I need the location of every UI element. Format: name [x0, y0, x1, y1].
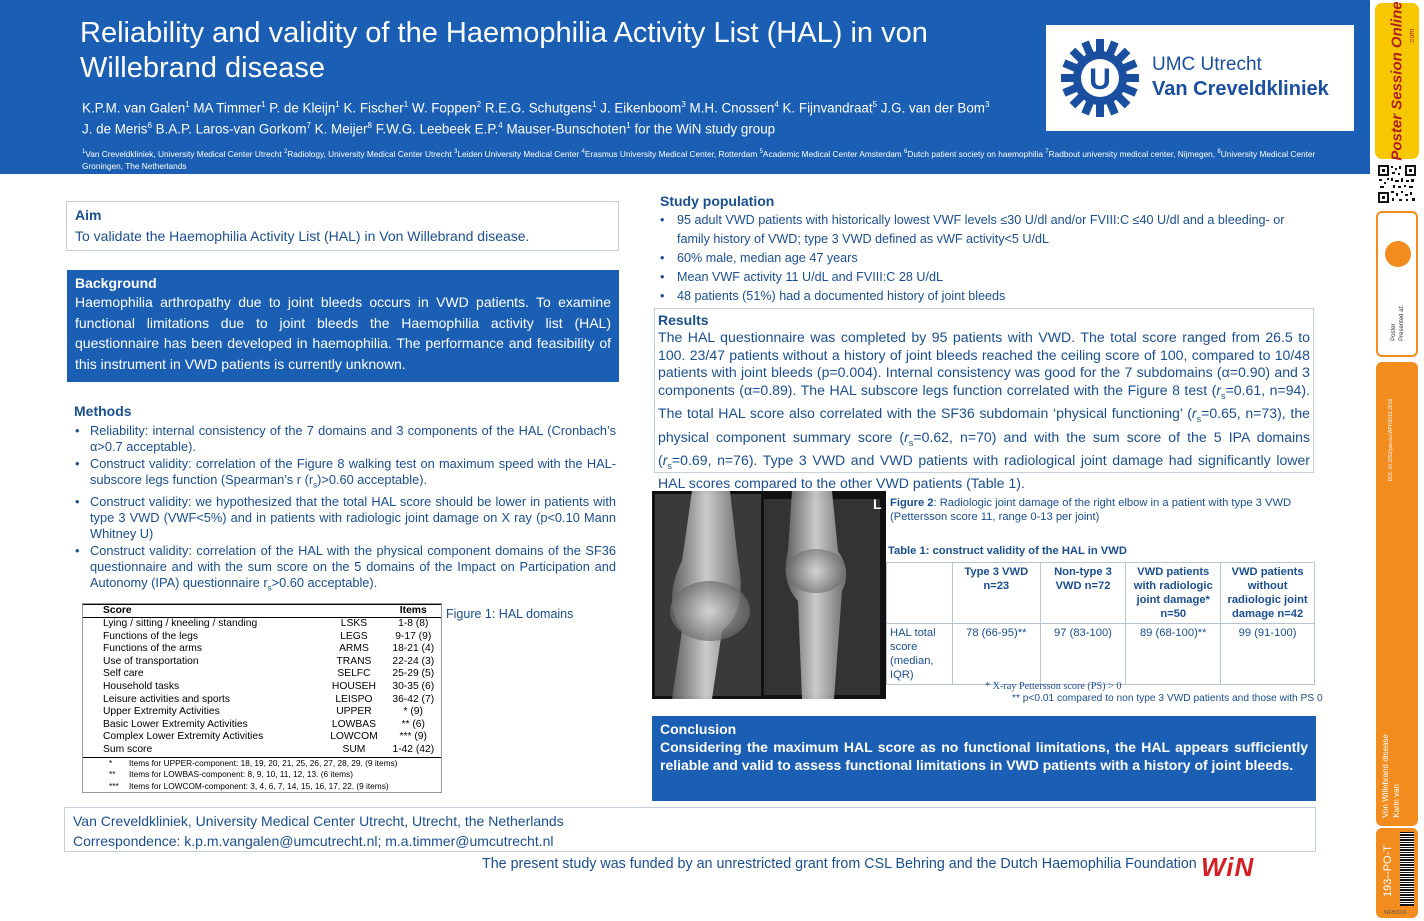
author-affiliation-mark: 1 — [261, 100, 266, 109]
table1-note-2: ** p<0.01 compared to non type 3 VWD patients and those with PS 0 — [1012, 693, 1323, 704]
authors — [82, 96, 1042, 139]
fig1-note-mark: *** — [109, 780, 119, 791]
fig1-note-text: Items for UPPER-component: 18, 19, 20, 21, 25, 26, 27, 28, 29. (9 items) — [129, 757, 398, 768]
table-row — [83, 656, 441, 669]
fig1-abbrev: ARMS — [339, 643, 369, 655]
author-name: K. Meijer — [310, 121, 368, 137]
methods-item — [74, 456, 616, 494]
figure2-caption-text: : Radiologic joint damage of the right elbow in a patient with type 3 VWD (Pettersson score 11, range 0-13 per joint) — [890, 497, 1292, 524]
fig1-items: 9-17 (9) — [395, 630, 432, 642]
subscript: s — [1196, 414, 1202, 424]
logo-text-vck: Van Creveldkliniek — [1152, 78, 1329, 100]
methods-list — [74, 423, 616, 597]
ps-brand-label: Poster Session Online — [1388, 1, 1406, 161]
table1-header-nontype3: Non-type 3 VWD n=72 — [1040, 563, 1126, 624]
affiliation-text: Radbout university medical center, Nijmegen, — [1048, 148, 1218, 159]
affiliation-mark: 3 — [454, 149, 458, 155]
table-row — [83, 694, 441, 707]
fig1-abbrev: HOUSEH — [331, 680, 376, 692]
author-affiliation-mark: 2 — [476, 100, 482, 109]
table-row — [83, 668, 441, 681]
results-text-part: =0.61, n=94). The total HAL score also correlated with the SF36 subdomain ‘physical functioning’ ( — [658, 381, 1310, 422]
table1-header-blank — [887, 563, 953, 624]
fig1-items: 18-21 (4) — [392, 643, 435, 655]
author-affiliation-mark: 3 — [681, 100, 686, 109]
author-affiliation-mark: 6 — [147, 121, 152, 131]
poster-code-small: WFH2016 — [1384, 910, 1407, 916]
study-item: • 48 patients (51%) had a documented history of joint bleeds — [660, 287, 1310, 306]
fig1-abbrev: SUM — [322, 744, 385, 757]
subscript: s — [267, 583, 272, 593]
conclusion-text: Considering the maximum HAL score as no functional limitations, the HAL appears sufficiently reliable and valid to assess functional limitations in VWD patients with a history of joint bleeds. — [660, 739, 1308, 773]
affiliation-mark: 4 — [581, 149, 585, 155]
author-name: MA Timmer — [189, 100, 262, 116]
results-text-part: =0.69, n=76). Type 3 VWD and VWD patients with radiological joint damage had significantly lower HAL scores compared to the other VWD patients (Table 1). — [658, 452, 1310, 492]
fig1-domain: Complex Lower Extremity Activities — [103, 731, 264, 743]
fig1-domain: Basic Lower Extremity Activities — [103, 718, 248, 730]
study-population-list — [660, 211, 1310, 306]
poster-session-badge[interactable] — [1375, 3, 1419, 159]
figure2-caption-label: Figure 2 — [890, 497, 934, 509]
doi-label[interactable]: DOI: 10.3252/pso.eu.WFH2016.2016 — [1388, 398, 1394, 482]
affiliation-mark: 1 — [82, 149, 86, 155]
fig1-note-mark: ** — [109, 769, 116, 780]
results-heading: Results — [658, 312, 709, 328]
table-row — [83, 618, 441, 631]
fig1-domain: Functions of the arms — [103, 643, 203, 655]
presented-line-1: Poster — [1391, 323, 1397, 341]
author-affiliation-mark: 1 — [592, 100, 597, 109]
methods-item-text: Construct validity: we hypothesized that the total HAL score should be lower in patients with type 3 VWD (VWF<5%) and in patients with radiologic joint damage on X ray (p<0.10 Mann Whitney U) — [90, 493, 616, 542]
umc-sun-icon — [1060, 38, 1140, 118]
conclusion-section — [652, 716, 1316, 801]
author-name: P. de Kleijn — [265, 100, 336, 116]
author-name: K. Fijnvandraat — [778, 100, 873, 116]
author-affiliation-mark: 1 — [335, 100, 340, 109]
authors-line-1 — [82, 96, 1042, 117]
fig1-items: 25-29 (5) — [392, 668, 435, 680]
title-line-1: Reliability and validity of the Haemophilia Activity List (HAL) in von — [80, 17, 928, 49]
fig1-header-abbrev — [322, 605, 385, 618]
author-name: W. Foppen — [408, 100, 477, 116]
background-section — [67, 270, 619, 382]
author-affiliation-mark: 5 — [872, 100, 878, 109]
table1-header-type3: Type 3 VWD n=23 — [952, 563, 1040, 624]
poster-code: 193--PO-T — [1382, 845, 1394, 897]
figure1-caption: Figure 1: HAL domains — [446, 607, 574, 621]
aim-heading: Aim — [75, 207, 102, 223]
methods-item-text: Construct validity: correlation of the Figure 8 walking test on maximum speed with the HAL-subscore legs function (Spearman’s r (r — [90, 455, 616, 487]
subscript: s — [667, 460, 672, 471]
author-name: for the WiN study group — [630, 121, 776, 137]
presented-at-box[interactable] — [1376, 211, 1418, 357]
author-affiliation-mark: 4 — [774, 100, 779, 109]
affiliation-text: Van Creveldkliniek, University Medical Center Utrecht — [85, 148, 284, 159]
aim-section — [66, 201, 619, 251]
fig1-domain: Household tasks — [103, 680, 180, 692]
logo-text-umc: UMC Utrecht — [1152, 54, 1262, 75]
xray-drawing — [652, 491, 886, 699]
fig1-domain: Functions of the legs — [103, 630, 199, 642]
hal-domains-table — [82, 603, 442, 793]
umc-utrecht-logo — [1046, 25, 1354, 131]
title-line-2: Willebrand disease — [80, 52, 326, 84]
fig1-domain: Self care — [103, 668, 144, 680]
author-affiliation-mark: 1 — [403, 100, 409, 109]
affiliation-text: Erasmus University Medical Center, Rotterdam — [584, 148, 760, 159]
author-name: J.G. van der Bom — [877, 100, 985, 116]
fig1-items: ** (6) — [401, 718, 425, 730]
affiliation-text: University Medical Center Groningen, The Netherlands — [82, 148, 1316, 171]
methods-heading: Methods — [74, 403, 132, 419]
results-text-part: =0.65, n=73), the physical component summary score ( — [658, 405, 1310, 445]
subscript: s — [1221, 390, 1226, 401]
svg-text:U: U — [1089, 63, 1111, 96]
figure2-caption — [890, 496, 1310, 524]
results-stat-symbol: r — [662, 452, 668, 468]
table1-row-label: HAL total score (median, IQR) — [887, 624, 953, 685]
fig1-items: 1-42 (42) — [385, 744, 441, 757]
fig1-abbrev: LEISPO — [335, 693, 373, 705]
table-row — [83, 681, 441, 694]
fig1-note-text: Items for LOWBAS-component: 8, 9, 10, 11, 12, 13. (6 items) — [129, 769, 353, 780]
fig1-header-items: Items — [385, 605, 441, 618]
subscript: s — [908, 437, 914, 448]
fig1-header-score: Score — [83, 605, 322, 618]
fig1-items: 36-42 (7) — [392, 693, 435, 705]
study-item: • 60% male, median age 47 years — [660, 249, 1310, 268]
table-row — [83, 731, 441, 744]
fig1-abbrev: LOWBAS — [331, 718, 376, 730]
fig1-items: 30-35 (6) — [392, 680, 435, 692]
affiliation-text: Leiden University Medical Center — [457, 148, 582, 159]
results-stat-symbol: r — [1216, 381, 1222, 398]
table-row — [887, 624, 1315, 685]
study-population-section — [660, 193, 1310, 306]
results-text — [658, 329, 1310, 493]
author-name: J. Eikenboom — [596, 100, 682, 116]
fig1-abbrev: LEGS — [340, 630, 368, 642]
presented-line-2: Presented at: — [1399, 305, 1405, 341]
fig1-domain: Lying / sitting / kneeling / standing — [103, 618, 258, 629]
fig1-note-mark: * — [109, 757, 113, 768]
fig1-domain: Sum score — [83, 744, 322, 757]
methods-item-text: Reliability: internal consistency of the 7 domains and 3 components of the HAL (Cronbach’s α>0.7 acceptable). — [90, 423, 616, 455]
affiliation-mark: 7 — [1045, 149, 1049, 155]
poster-code-box — [1376, 828, 1418, 918]
author-name: Mauser-Bunschoten — [502, 121, 627, 137]
qr-code-icon[interactable] — [1377, 164, 1417, 204]
fig1-note — [83, 758, 441, 770]
table-row — [83, 643, 441, 656]
methods-item — [74, 423, 616, 456]
table1-header-joint-damage: VWD patients with radiologic joint damage* n=50 — [1126, 563, 1221, 624]
methods-item — [74, 494, 616, 543]
author-name: R.E.G. Schutgens — [481, 100, 593, 116]
author-name: F.W.G. Leebeek E.P. — [371, 121, 499, 137]
affiliation-mark: 8 — [1217, 149, 1221, 155]
methods-item-text: Construct validity: correlation of the HAL with the physical component domains of the SF36 questionnaire and with the sum score on the 5 domains of the Impact on Participation and Autonomy (IPA) questionnaire r — [90, 542, 616, 591]
presented-at-text — [1390, 305, 1406, 341]
results-stat-symbol: r — [904, 428, 909, 445]
fig1-abbrev: LOWCOM — [330, 731, 378, 743]
author-affiliation-mark: 1 — [185, 100, 190, 109]
author-name: K. Fischer — [339, 100, 404, 116]
subscript: s — [313, 480, 318, 490]
table1-title: Table 1: construct validity of the HAL in VWD — [888, 545, 1127, 557]
funding-statement: The present study was funded by an unrestricted grant from CSL Behring and the Dutch Haemophilia Foundation — [482, 856, 1197, 872]
methods-item — [74, 543, 616, 597]
affiliation-text: Academic Medical Center Amsterdam — [762, 148, 905, 159]
barcode-icon — [1400, 832, 1414, 906]
table1-note-1: * X-ray Pettersson score (PS) > 0 — [985, 681, 1122, 692]
fig1-notes — [83, 758, 441, 793]
affiliation-text: Dutch patient society on haemophilia — [907, 148, 1046, 159]
fig1-domain: Upper Extremity Activities — [103, 706, 220, 718]
contact-footer — [64, 807, 1316, 852]
fig1-domain: Leisure activities and sports — [103, 693, 231, 705]
results-section — [654, 308, 1314, 492]
table1-cell: 97 (83-100) — [1040, 624, 1126, 685]
fig1-abbrev: SELFC — [337, 668, 371, 680]
methods-item-text: >0.60 acceptable). — [271, 575, 378, 591]
affiliation-mark: 2 — [283, 149, 288, 155]
side-strip — [1370, 0, 1424, 921]
elbow-xray-image — [652, 491, 886, 699]
table-row — [83, 719, 441, 732]
fig1-abbrev: TRANS — [336, 655, 372, 667]
keywords-label — [1380, 734, 1402, 818]
ps-com-label: .com — [1409, 28, 1417, 45]
results-stat-symbol: r — [1191, 405, 1197, 422]
methods-section — [74, 403, 616, 597]
aim-text: To validate the Haemophilia Activity List (HAL) in Von Willebrand disease. — [75, 228, 530, 244]
fig1-items: *** (9) — [399, 731, 427, 743]
author-name: J. de Meris — [82, 121, 148, 137]
affiliation-mark: 6 — [904, 149, 908, 155]
author-name: M.H. Cnossen — [685, 100, 775, 116]
congress-logo-icon — [1385, 241, 1411, 267]
xray-side-marker: L — [873, 496, 882, 512]
background-text: Haemophilia arthropathy due to joint bleeds occurs in VWD patients. To examine functional limitations due to joint bleeds the Haemophilia activity list (HAL) questionnaire has been developed in haemophilia. The performance and feasibility of this instrument in VWD patients is currently unknown. — [75, 294, 611, 373]
poster-title — [80, 16, 1020, 86]
background-heading: Background — [75, 275, 157, 291]
table-row — [83, 706, 441, 719]
study-population-heading: Study population — [660, 193, 775, 209]
fig1-items: 22-24 (3) — [392, 655, 435, 667]
authors-line-2 — [82, 117, 1042, 138]
author-name: B.A.P. Laros-van Gorkom — [151, 121, 307, 137]
affiliation-text: Radiology, University Medical Center Utrecht — [287, 148, 455, 159]
fig1-note — [83, 769, 441, 781]
keywords-line-2: Karin van — [1392, 784, 1401, 818]
study-item: • Mean VWF activity 11 U/dL and FVIII:C 28 U/dL — [660, 268, 1310, 287]
fig1-abbrev: UPPER — [336, 706, 372, 718]
results-text-part: The HAL questionnaire was completed by 95 patients with VWD. The total score ranged from 26.5 to 100. 23/47 patients without a history of joint bleeds reached the ceiling score of 100, compared to 10/48 patients with joint bleeds (p=0.004). Internal consistency was good for the 7 subdomains (α=0.90) and 3 components (α=0.89). The HAL subscore legs function correlated with the Figure 8 test ( — [658, 329, 1310, 398]
study-item: • 95 adult VWD patients with historically lowest VWF levels ≤30 U/dl and/or FVIII:C ≤40 U/dl and a bleeding- or family history of VWD; type 3 VWD defined as vWF activity<5 U/dL — [660, 211, 1310, 249]
methods-item-text: )>0.60 acceptable). — [317, 471, 428, 487]
affiliations — [82, 146, 1332, 172]
table1-header-no-joint-damage: VWD patients without radiologic joint damage n=42 — [1221, 563, 1315, 624]
fig1-note — [83, 781, 441, 793]
results-text-part: =0.62, n=70) and with the sum score of the 5 IPA domains ( — [658, 428, 1310, 468]
author-affiliation-mark: 7 — [306, 121, 311, 131]
win-logo: WiN — [1201, 852, 1255, 882]
table1-cell: 89 (68-100)** — [1126, 624, 1221, 685]
table1 — [886, 562, 1315, 685]
fig1-items: 1-8 (8) — [398, 618, 429, 629]
author-name: K.P.M. van Galen — [82, 100, 186, 116]
table-row — [83, 631, 441, 644]
table-row — [83, 744, 441, 757]
footer-correspondence[interactable]: Correspondence: k.p.m.vangalen@umcutrecht.nl; m.a.timmer@umcutrecht.nl — [73, 832, 554, 849]
table1-cell: 99 (91-100) — [1221, 624, 1315, 685]
fig1-note-text: Items for LOWCOM-component: 3, 4, 6, 7, 14, 15, 16, 17, 22. (9 items) — [129, 780, 389, 791]
conclusion-heading: Conclusion — [660, 721, 737, 737]
footer-institution: Van Creveldkliniek, University Medical Center Utrecht, Utrecht, the Netherlands — [73, 813, 564, 829]
author-affiliation-mark: 4 — [498, 121, 503, 131]
author-affiliation-mark: 3 — [984, 100, 990, 109]
keywords-line-1: Von Willebrand disease — [1381, 734, 1390, 818]
author-affiliation-mark: 8 — [367, 121, 372, 131]
author-affiliation-mark: 1 — [626, 121, 631, 131]
poster-header — [0, 0, 1370, 174]
fig1-items: * (9) — [403, 706, 423, 718]
fig1-abbrev: LSKS — [340, 618, 368, 629]
affiliation-mark: 5 — [759, 149, 763, 155]
table1-cell: 78 (66-95)** — [952, 624, 1040, 685]
fig1-domain: Use of transportation — [103, 655, 199, 667]
